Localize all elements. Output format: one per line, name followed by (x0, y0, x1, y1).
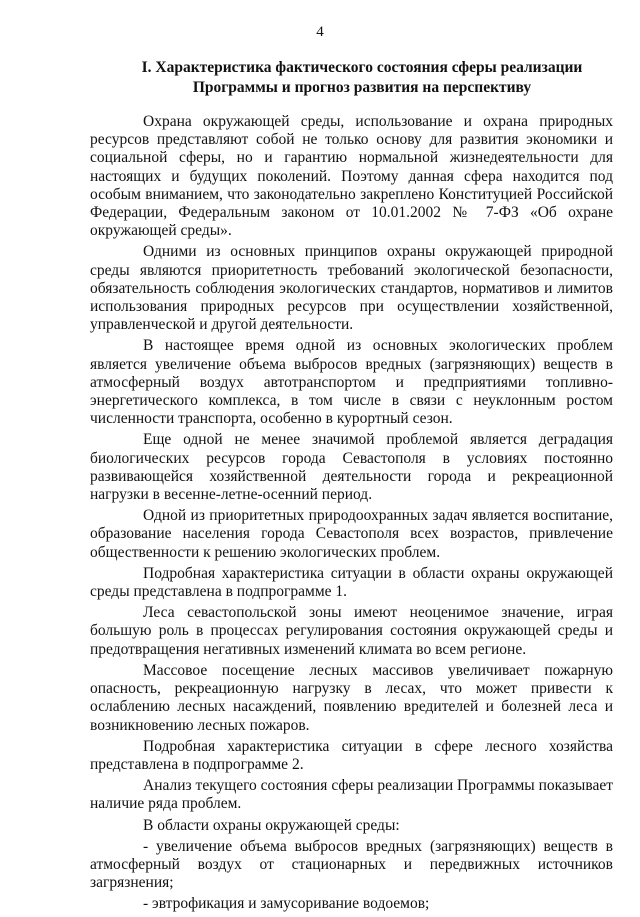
section-heading-line-2: Программы и прогноз развития на перспективу (192, 79, 532, 96)
paragraph-forests: Леса севастопольской зоны имеют неоценимое значение, играя большую роль в процессах регулирования состояния окружающей среды и предотвращения негативных изменений климата во всем регионе. (90, 604, 613, 658)
section-heading-line-1: I. Характеристика фактического состояния сферы реализации (141, 59, 583, 76)
paragraph-emissions-problem: В настоящее время одной из основных экологических проблем является увеличение объема выбросов вредных (загрязняющих) веществ в атмосферный воздух автотранспортом и предприятиями топливно-энергетического комплекса, в том числе в связи с неуклонным ростом численности транспорта, особенно в курортный сезон. (90, 337, 613, 428)
paragraph-environment-protection: Охрана окружающей среды, использование и охрана природных ресурсов представляют собой не только основу для развития экономики и социальной сферы, но и гарантию нормальной жизнедеятельности для настоящих и будущих поколений. Поэтому данная сфера находится под особым вниманием, что законодательно закреплено Конституцией Российской Федерации, Федеральным законом от 10.01.2002 № 7-ФЗ «Об охране окружающей среды». (90, 113, 613, 240)
list-item-eutrophication: - эвтрофикация и замусоривание водоемов; (143, 895, 430, 913)
paragraph-biological-degradation: Еще одной не менее значимой проблемой является деградация биологических ресурсов города Севастополя в условиях постоянно развивающейся хозяйственной деятельности города и рекреационной нагрузки в весенне-летне-осенний период. (90, 431, 613, 504)
paragraph-subprogram-1: Подробная характеристика ситуации в области охраны окружающей среды представлена в подпрограмме 1. (90, 564, 613, 601)
paragraph-principles: Одними из основных принципов охраны окружающей природной среды являются приоритетность требований экологической безопасности, обязательность соблюдения экологических стандартов, нормативов и лимитов использования природных ресурсов при осуществлении хозяйственной, управленческой и другой деятельности. (90, 243, 613, 334)
paragraph-fire-danger: Массовое посещение лесных массивов увеличивает пожарную опасность, рекреационную нагрузку в лесах, что может привести к ослаблению лесных насаждений, появлению вредителей и болезней леса и возникновению лесных пожаров. (90, 661, 613, 734)
page-number: 4 (316, 24, 324, 40)
list-item-emissions: - увеличение объема выбросов вредных (загрязняющих) веществ в атмосферный воздух от стационарных и передвижных источников загрязнения; (90, 837, 613, 892)
section-heading (90, 58, 634, 98)
paragraph-education: Одной из приоритетных природоохранных задач является воспитание, образование населения города Севастополя всех возрастов, привлечение общественности к решению экологических проблем. (90, 507, 613, 561)
paragraph-analysis: Анализ текущего состояния сферы реализации Программы показывает наличие ряда проблем. (90, 777, 613, 813)
body-text (90, 113, 613, 917)
paragraph-environment-area: В области охраны окружающей среды: (143, 816, 400, 834)
paragraph-subprogram-2: Подробная характеристика ситуации в сфере лесного хозяйства представлена в подпрограмме 2. (90, 737, 613, 773)
